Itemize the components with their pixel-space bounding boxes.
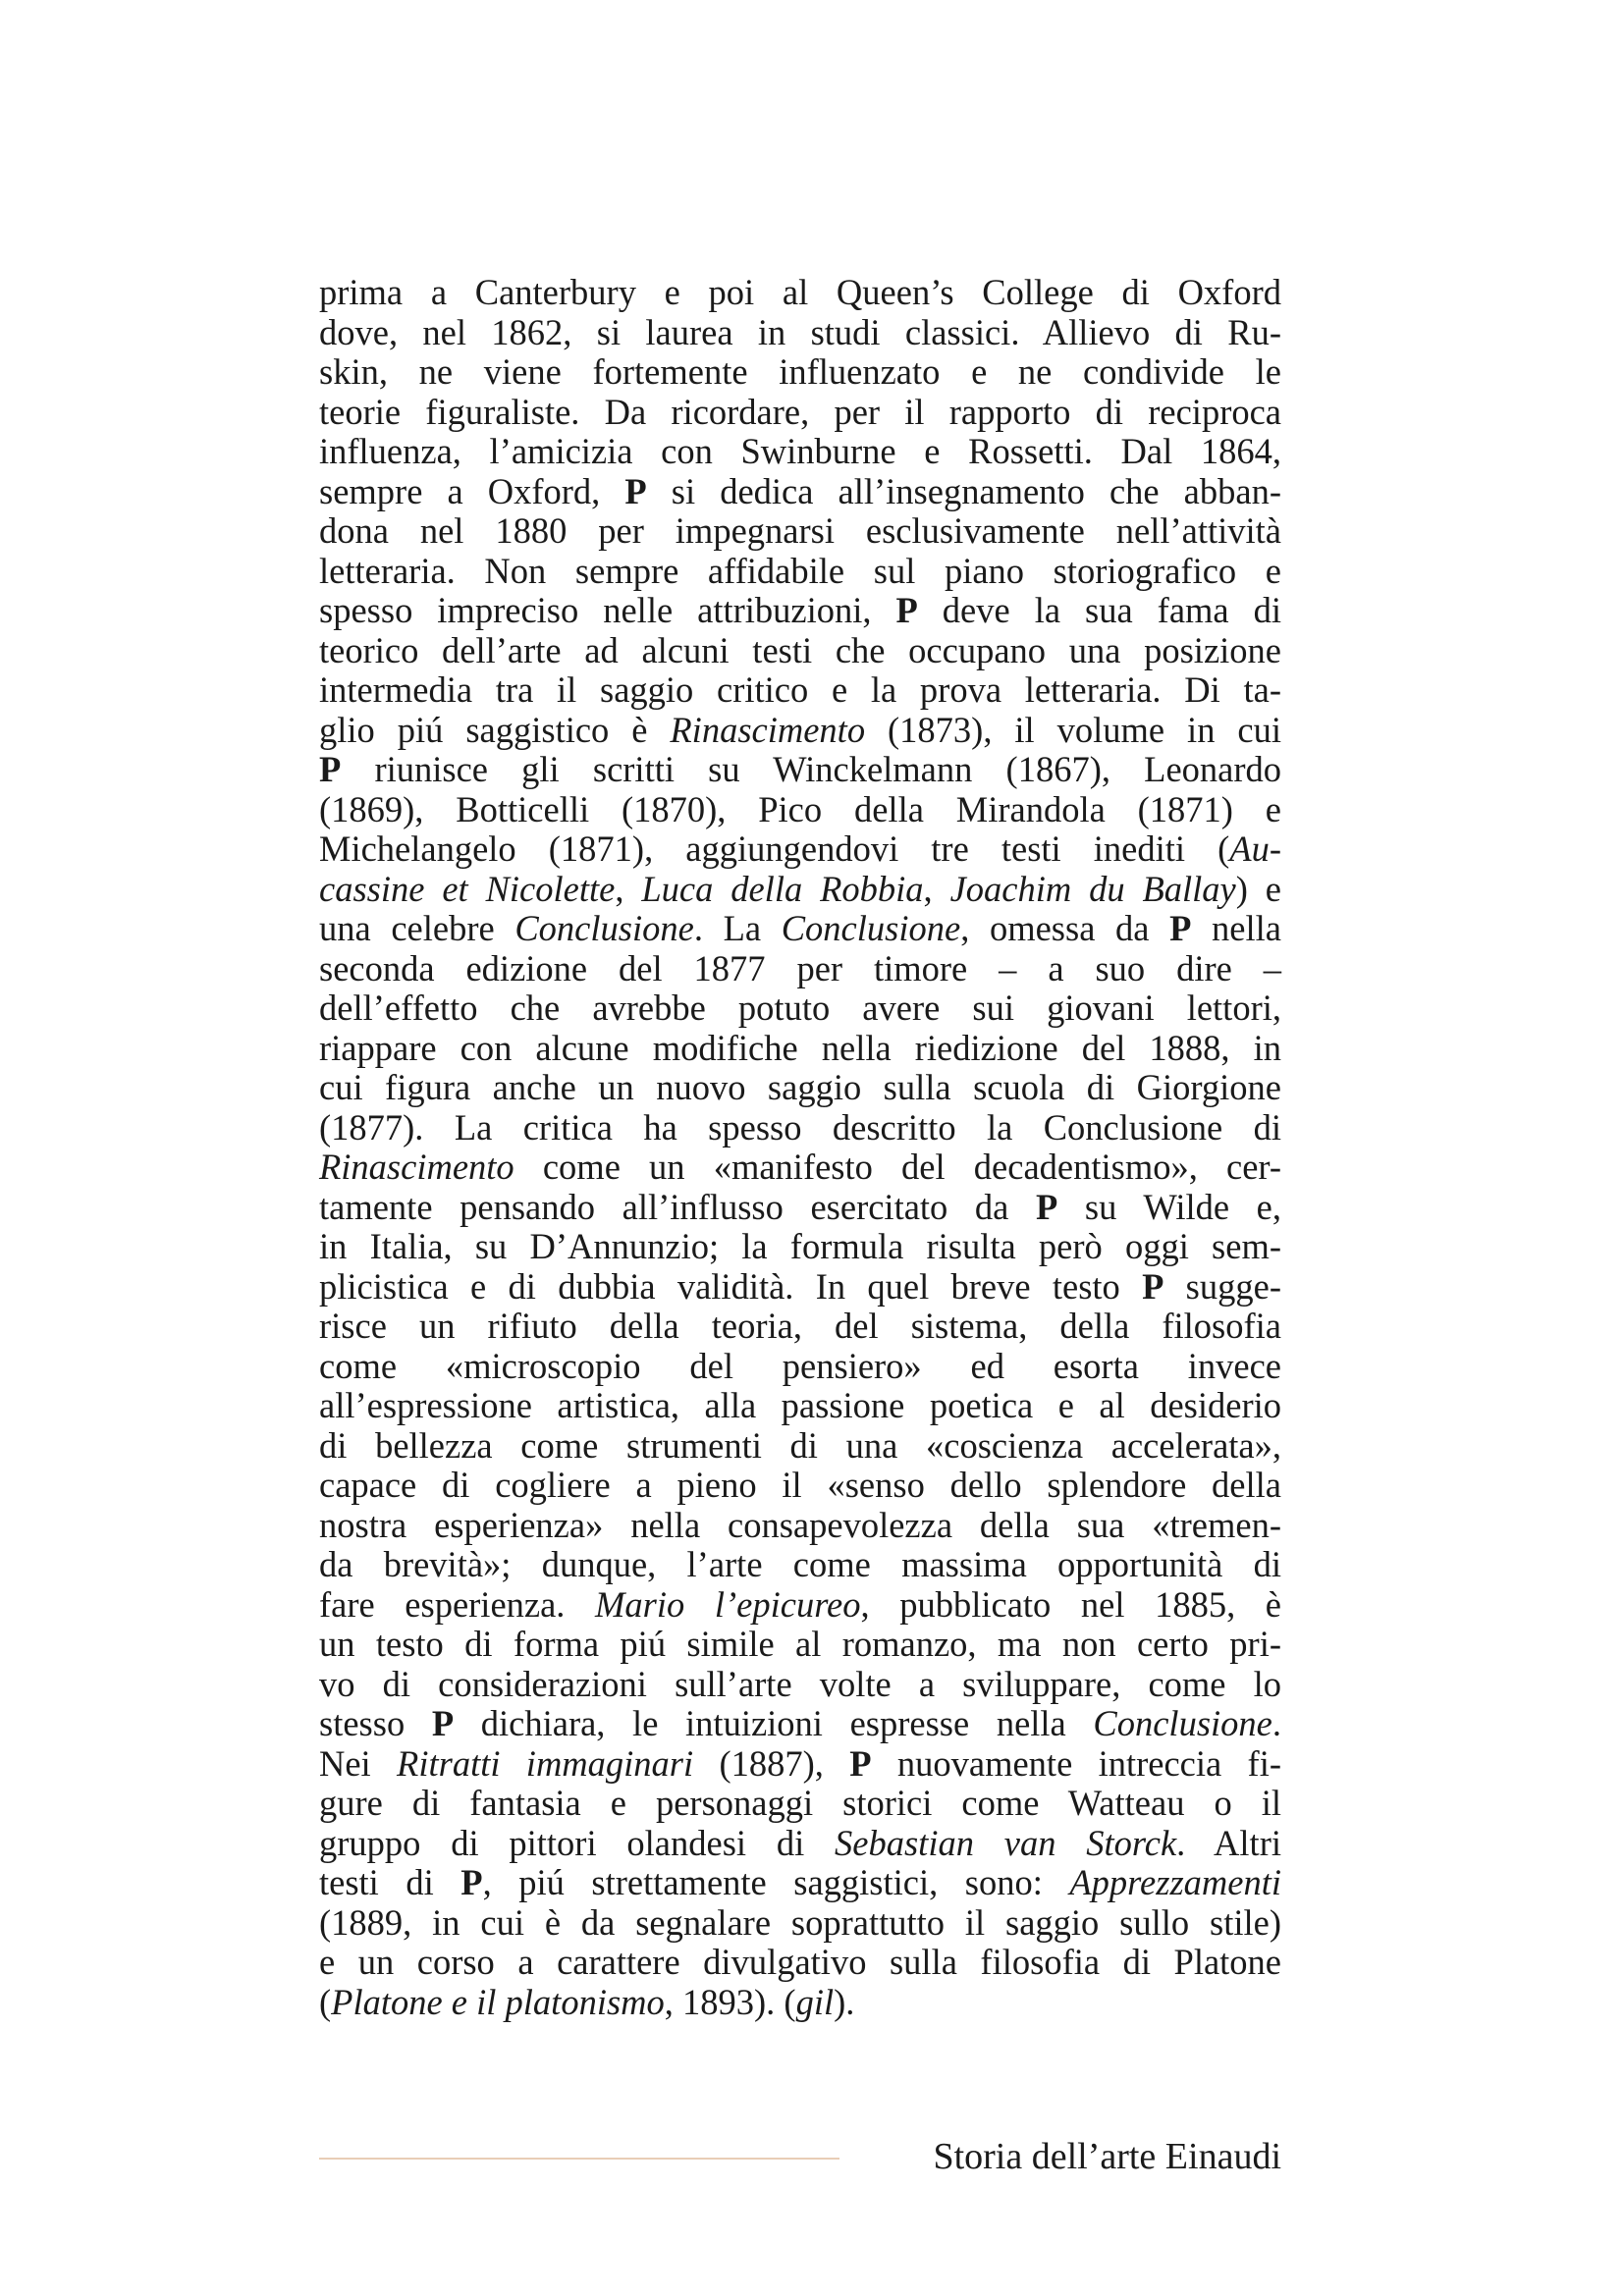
- italic-title: Rinascimento: [319, 1147, 514, 1187]
- text-line: [319, 750, 1281, 790]
- text-line: [319, 1307, 1281, 1347]
- author-initial: P: [460, 1862, 483, 1902]
- italic-title: Conclusione: [514, 908, 694, 948]
- italic-title: Joachim du Ballay: [949, 868, 1236, 909]
- text-run: , piú strettamente saggistici, sono:: [482, 1862, 1070, 1902]
- author-initial: P: [319, 749, 342, 789]
- text-run: prima a Canterbury e poi al Queen’s College di Oxford: [319, 272, 1281, 312]
- text-run: , omessa da: [960, 908, 1170, 948]
- text-run: glio piú saggistico è: [319, 709, 671, 750]
- text-line: [319, 1506, 1281, 1546]
- text-run: come «microscopio del pensiero» ed esorta invece: [319, 1345, 1281, 1386]
- text-line: [319, 352, 1281, 393]
- italic-title: Au-: [1229, 828, 1281, 869]
- text-run: sempre a Oxford,: [319, 470, 625, 511]
- author-initial: P: [1169, 908, 1192, 948]
- text-line: [319, 393, 1281, 433]
- text-run: nella: [1191, 908, 1281, 948]
- footer-rule: [319, 2158, 839, 2160]
- text-run: (1869), Botticelli (1870), Pico della Mirandola (1871) e: [319, 788, 1281, 829]
- italic-title: Mario l’epicureo: [595, 1583, 861, 1625]
- text-run: all’espressione artistica, alla passione poetica e al desiderio: [319, 1385, 1281, 1425]
- italic-title: Rinascimento: [670, 709, 866, 750]
- text-run: sugge-: [1163, 1265, 1281, 1307]
- text-line: [319, 1227, 1281, 1267]
- text-run: come un «manifesto del decadentismo», cer-: [514, 1147, 1281, 1187]
- text-run: Nei: [319, 1742, 398, 1784]
- text-line: [319, 790, 1281, 830]
- text-run: risce un rifiuto della teoria, del sistema, della filosofia: [319, 1306, 1281, 1346]
- text-run: Michelangelo (1871), aggiungendovi tre testi inediti (: [319, 828, 1230, 869]
- text-run: (1877). La critica ha spesso descritto la Conclusione di: [319, 1106, 1281, 1148]
- text-line: [319, 313, 1281, 353]
- text-run: (1889, in cui è da segnalare soprattutto il saggio sullo stile): [319, 1901, 1281, 1943]
- text-run: (1873), il volume in cui: [865, 709, 1281, 750]
- text-line: [319, 1267, 1281, 1308]
- text-line: [319, 670, 1281, 711]
- text-line: [319, 909, 1281, 949]
- text-run: teorico dell’arte ad alcuni testi che occupano una posizione: [319, 629, 1281, 670]
- body-text: [319, 273, 1281, 2022]
- text-run: di bellezza come strumenti di una «coscienza accelerata»,: [319, 1424, 1281, 1466]
- text-line: [319, 1068, 1281, 1108]
- text-line: [319, 1188, 1281, 1228]
- author-initial: P: [1142, 1265, 1164, 1307]
- italic-title: Ritratti immaginari: [397, 1742, 694, 1784]
- italic-title: Sebastian van Storck: [835, 1822, 1177, 1863]
- text-line: [319, 1029, 1281, 1069]
- italic-title: gil: [795, 1981, 835, 2022]
- text-run: (1887),: [693, 1742, 850, 1784]
- text-run: si dedica all’insegnamento che abban-: [646, 470, 1281, 511]
- text-line: [319, 1704, 1281, 1744]
- text-line: [319, 711, 1281, 751]
- text-run: ,: [923, 868, 950, 909]
- text-run: tamente pensando all’influsso esercitato da: [319, 1186, 1036, 1227]
- text-run: (: [319, 1981, 332, 2022]
- text-run: seconda edizione del 1877 per timore – a suo dire –: [319, 947, 1281, 988]
- text-run: gruppo di pittori olandesi di: [319, 1822, 836, 1863]
- text-run: letteraria. Non sempre affidabile sul piano storiografico e: [319, 550, 1281, 591]
- text-run: dove, nel 1862, si laurea in studi classici. Allievo di Ru-: [319, 311, 1281, 352]
- text-run: cui figura anche un nuovo saggio sulla scuola di Giorgione: [319, 1067, 1281, 1107]
- text-run: ).: [834, 1981, 855, 2022]
- text-line: [319, 949, 1281, 989]
- text-run: su Wilde e,: [1057, 1186, 1281, 1227]
- text-line: [319, 1903, 1281, 1944]
- text-run: influenza, l’amicizia con Swinburne e Rossetti. Dal 1864,: [319, 431, 1281, 471]
- text-line: [319, 432, 1281, 472]
- author-initial: P: [624, 470, 647, 511]
- text-run: .: [1271, 1703, 1281, 1743]
- text-run: . Altri: [1176, 1822, 1281, 1863]
- author-initial: P: [1036, 1186, 1058, 1227]
- text-line: [319, 1665, 1281, 1705]
- text-line: [319, 1545, 1281, 1585]
- text-run: vo di considerazioni sull’arte volte a sviluppare, come lo: [319, 1663, 1281, 1704]
- text-line: [319, 829, 1281, 870]
- italic-title: Luca della Robbia: [641, 868, 924, 909]
- text-run: in Italia, su D’Annunzio; la formula risulta però oggi sem-: [319, 1226, 1281, 1266]
- text-run: riappare con alcune modifiche nella riedizione del 1888, in: [319, 1027, 1281, 1068]
- text-run: gure di fantasia e personaggi storici come Watteau o il: [319, 1783, 1281, 1823]
- text-line: [319, 591, 1281, 631]
- text-line: [319, 472, 1281, 512]
- text-run: fare esperienza.: [319, 1583, 596, 1625]
- text-line: [319, 1784, 1281, 1824]
- text-run: dell’effetto che avrebbe potuto avere sui giovani lettori,: [319, 988, 1281, 1028]
- text-run: e un corso a carattere divulgativo sulla filosofia di Platone: [319, 1942, 1281, 1982]
- text-run: nostra esperienza» nella consapevolezza della sua «tremen-: [319, 1504, 1281, 1545]
- text-line: [319, 552, 1281, 592]
- text-line: [319, 1108, 1281, 1148]
- text-line: [319, 1347, 1281, 1387]
- text-line: [319, 631, 1281, 671]
- text-run: skin, ne viene fortemente influenzato e ne condivide le: [319, 351, 1281, 392]
- text-run: riunisce gli scritti su Winckelmann (1867), Leonardo: [341, 749, 1281, 789]
- text-run: , 1893). (: [664, 1981, 796, 2022]
- text-run: ) e: [1235, 868, 1282, 909]
- text-run: . La: [693, 908, 782, 948]
- text-run: spesso impreciso nelle attribuzioni,: [319, 590, 896, 630]
- text-run: stesso: [319, 1703, 432, 1743]
- text-run: testi di: [319, 1862, 461, 1902]
- author-initial: P: [431, 1703, 455, 1743]
- italic-title: Apprezzamenti: [1069, 1862, 1281, 1902]
- text-line: [319, 870, 1281, 910]
- text-line: [319, 1625, 1281, 1665]
- text-run: , pubblicato nel 1885, è: [860, 1583, 1281, 1625]
- italic-title: Conclusione: [1093, 1703, 1272, 1743]
- text-run: nuovamente intreccia fi-: [871, 1742, 1282, 1784]
- text-run: da brevità»; dunque, l’arte come massima opportunità di: [319, 1544, 1281, 1584]
- author-initial: P: [895, 590, 918, 630]
- text-line: [319, 1386, 1281, 1426]
- text-run: dona nel 1880 per impegnarsi esclusivamente nell’attività: [319, 510, 1281, 551]
- text-line: [319, 1426, 1281, 1467]
- text-line: [319, 273, 1281, 313]
- text-run: dichiara, le intuizioni espresse nella: [454, 1703, 1094, 1743]
- text-run: deve la sua fama di: [917, 590, 1281, 630]
- text-line: [319, 1744, 1281, 1785]
- text-line: [319, 1863, 1281, 1903]
- text-run: teorie figuraliste. Da ricordare, per il rapporto di reciproca: [319, 391, 1281, 432]
- italic-title: Platone e il platonismo: [331, 1981, 665, 2022]
- text-line: [319, 1585, 1281, 1626]
- text-line: [319, 1983, 1281, 2023]
- footer-title: Storia dell’arte Einaudi: [933, 2136, 1281, 2177]
- italic-title: cassine et Nicolette: [319, 868, 616, 909]
- text-run: capace di cogliere a pieno il «senso dello splendore della: [319, 1465, 1281, 1505]
- text-run: una celebre: [319, 908, 515, 948]
- text-run: un testo di forma piú simile al romanzo, ma non certo pri-: [319, 1624, 1281, 1664]
- text-line: [319, 511, 1281, 552]
- text-line: [319, 1943, 1281, 1983]
- page-footer: [319, 2132, 1281, 2181]
- text-line: [319, 1466, 1281, 1506]
- text-run: plicistica e di dubbia validità. In quel breve testo: [319, 1265, 1143, 1307]
- text-run: ,: [615, 868, 642, 909]
- author-initial: P: [849, 1742, 872, 1784]
- text-line: [319, 988, 1281, 1029]
- text-run: intermedia tra il saggio critico e la prova letteraria. Di ta-: [319, 669, 1281, 710]
- text-line: [319, 1824, 1281, 1864]
- italic-title: Conclusione: [781, 908, 961, 948]
- text-line: [319, 1148, 1281, 1188]
